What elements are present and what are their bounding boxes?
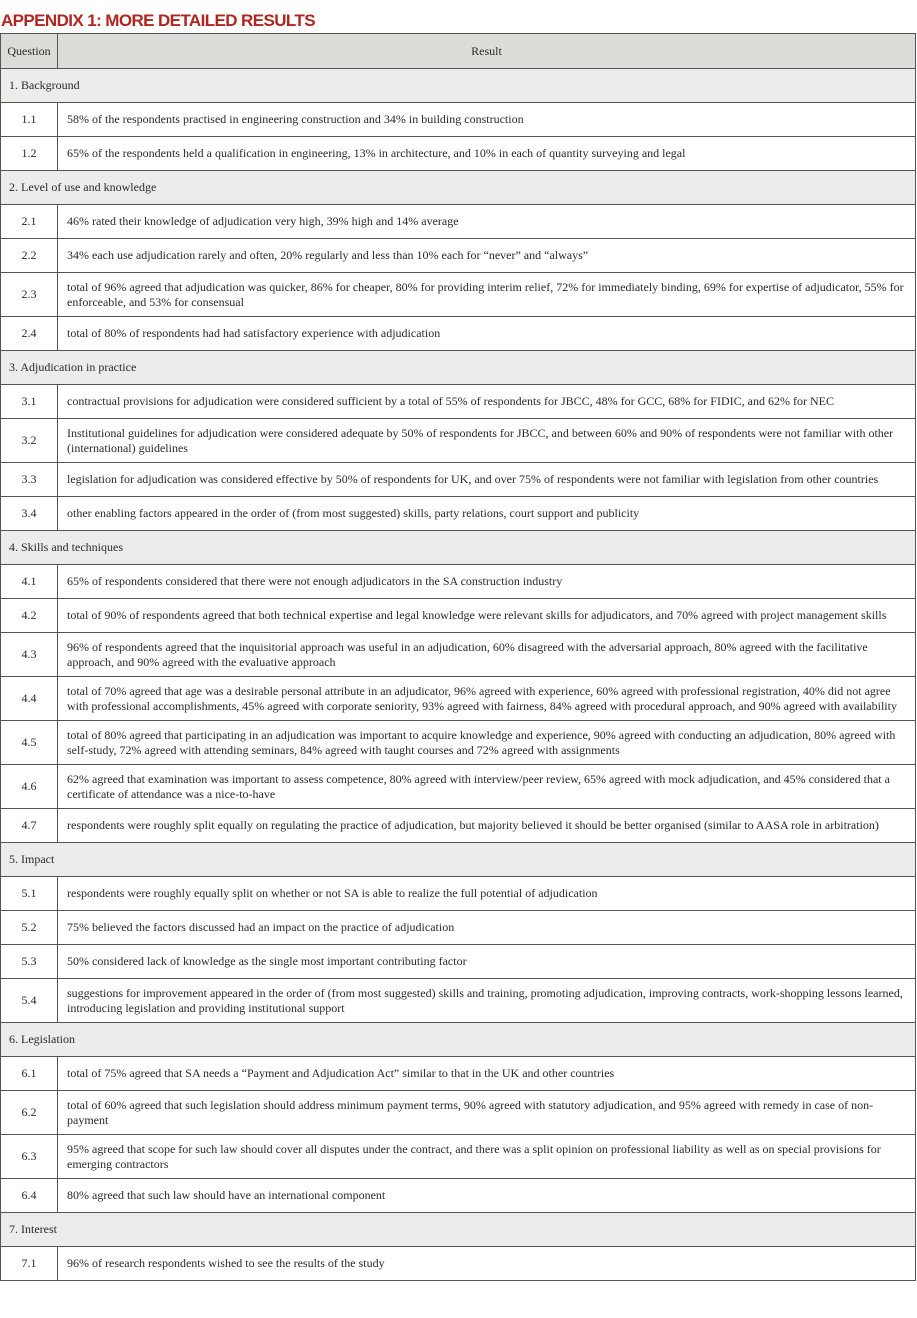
result-text: 96% of research respondents wished to see the results of the study	[58, 1247, 916, 1281]
question-number: 2.2	[1, 239, 58, 273]
results-table	[0, 33, 916, 1281]
question-number: 4.6	[1, 765, 58, 809]
question-number: 7.1	[1, 1247, 58, 1281]
table-row	[1, 103, 916, 137]
question-number: 2.4	[1, 317, 58, 351]
section-row	[1, 171, 916, 205]
result-text: 96% of respondents agreed that the inquisitorial approach was useful in an adjudication, 60% disagreed with the adversarial approach, 80% agreed with the facilitative approach, and 90% agreed with the evaluative approach	[58, 633, 916, 677]
question-number: 5.4	[1, 979, 58, 1023]
result-text: total of 60% agreed that such legislation should address minimum payment terms, 90% agreed with statutory adjudication, and 95% agreed with remedy in case of non-payment	[58, 1091, 916, 1135]
result-text: suggestions for improvement appeared in the order of (from most suggested) skills and training, promoting adjudication, improving contracts, work-shopping lessons learned, introducing legislation and providing institutional support	[58, 979, 916, 1023]
question-number: 3.4	[1, 497, 58, 531]
question-number: 4.3	[1, 633, 58, 677]
result-text: respondents were roughly equally split on whether or not SA is able to realize the full potential of adjudication	[58, 877, 916, 911]
result-text: contractual provisions for adjudication were considered sufficient by a total of 55% of respondents for JBCC, 48% for GCC, 68% for FIDIC, and 62% for NEC	[58, 385, 916, 419]
result-text: 65% of the respondents held a qualification in engineering, 13% in architecture, and 10% in each of quantity surveying and legal	[58, 137, 916, 171]
question-number: 4.1	[1, 565, 58, 599]
result-text: total of 75% agreed that SA needs a “Payment and Adjudication Act” similar to that in the UK and other countries	[58, 1057, 916, 1091]
table-row	[1, 385, 916, 419]
table-row	[1, 419, 916, 463]
result-text: respondents were roughly split equally on regulating the practice of adjudication, but majority believed it should be better organised (similar to AASA role in arbitration)	[58, 809, 916, 843]
table-body	[1, 69, 916, 1281]
table-row	[1, 273, 916, 317]
result-text: 50% considered lack of knowledge as the single most important contributing factor	[58, 945, 916, 979]
question-number: 3.2	[1, 419, 58, 463]
result-text: total of 70% agreed that age was a desirable personal attribute in an adjudicator, 96% agreed with experience, 60% agreed with professional registration, 40% did not agree with professional accomplishments, 45% agreed with corporate seniority, 93% agreed with fairness, 84% agreed with procedural approach, and 90% agreed with availability	[58, 677, 916, 721]
result-text: 46% rated their knowledge of adjudication very high, 39% high and 14% average	[58, 205, 916, 239]
question-number: 6.4	[1, 1179, 58, 1213]
section-row	[1, 1213, 916, 1247]
result-text: 80% agreed that such law should have an international component	[58, 1179, 916, 1213]
table-row	[1, 497, 916, 531]
section-row	[1, 69, 916, 103]
question-number: 6.1	[1, 1057, 58, 1091]
question-number: 2.3	[1, 273, 58, 317]
section-heading: 2. Level of use and knowledge	[1, 171, 916, 205]
result-text: total of 80% of respondents had had satisfactory experience with adjudication	[58, 317, 916, 351]
result-text: Institutional guidelines for adjudication were considered adequate by 50% of respondents for JBCC, and between 60% and 90% of respondents were not familiar with other (international) guidelines	[58, 419, 916, 463]
question-number: 5.1	[1, 877, 58, 911]
column-header-question: Question	[1, 34, 58, 69]
question-number: 6.2	[1, 1091, 58, 1135]
question-number: 5.3	[1, 945, 58, 979]
table-row	[1, 809, 916, 843]
question-number: 4.2	[1, 599, 58, 633]
result-text: 65% of respondents considered that there were not enough adjudicators in the SA construction industry	[58, 565, 916, 599]
table-row	[1, 1091, 916, 1135]
question-number: 3.3	[1, 463, 58, 497]
table-row	[1, 1179, 916, 1213]
result-text: 62% agreed that examination was important to assess competence, 80% agreed with interview/peer review, 65% agreed with mock adjudication, and 45% considered that a certificate of attendance was a nice-to-have	[58, 765, 916, 809]
table-row	[1, 877, 916, 911]
section-heading: 7. Interest	[1, 1213, 916, 1247]
result-text: legislation for adjudication was considered effective by 50% of respondents for UK, and over 75% of respondents were not familiar with legislation from other countries	[58, 463, 916, 497]
question-number: 4.4	[1, 677, 58, 721]
table-row	[1, 205, 916, 239]
result-text: 75% believed the factors discussed had an impact on the practice of adjudication	[58, 911, 916, 945]
section-row	[1, 843, 916, 877]
result-text: total of 96% agreed that adjudication was quicker, 86% for cheaper, 80% for providing interim relief, 72% for immediately binding, 69% for expertise of adjudicator, 55% for enforceable, and 53% for consensual	[58, 273, 916, 317]
table-row	[1, 945, 916, 979]
question-number: 6.3	[1, 1135, 58, 1179]
section-heading: 5. Impact	[1, 843, 916, 877]
table-header-row	[1, 34, 916, 69]
question-number: 4.5	[1, 721, 58, 765]
question-number: 1.1	[1, 103, 58, 137]
table-row	[1, 239, 916, 273]
table-row	[1, 317, 916, 351]
table-row	[1, 721, 916, 765]
question-number: 4.7	[1, 809, 58, 843]
section-row	[1, 1023, 916, 1057]
table-row	[1, 633, 916, 677]
appendix-title: APPENDIX 1: MORE DETAILED RESULTS	[1, 11, 315, 30]
section-row	[1, 531, 916, 565]
question-number: 3.1	[1, 385, 58, 419]
table-row	[1, 1057, 916, 1091]
section-heading: 1. Background	[1, 69, 916, 103]
result-text: 34% each use adjudication rarely and often, 20% regularly and less than 10% each for “never” and “always”	[58, 239, 916, 273]
question-number: 2.1	[1, 205, 58, 239]
section-heading: 6. Legislation	[1, 1023, 916, 1057]
result-text: 95% agreed that scope for such law should cover all disputes under the contract, and there was a split opinion on professional liability as well as on special provisions for emerging contractors	[58, 1135, 916, 1179]
table-row	[1, 765, 916, 809]
table-row	[1, 599, 916, 633]
table-row	[1, 1247, 916, 1281]
table-row	[1, 463, 916, 497]
result-text: total of 80% agreed that participating in an adjudication was important to acquire knowledge and experience, 90% agreed with conducting an adjudication, 80% agreed with self-study, 72% agreed with attending seminars, 84% agreed with taught courses and 72% agreed with assignments	[58, 721, 916, 765]
result-text: 58% of the respondents practised in engineering construction and 34% in building construction	[58, 103, 916, 137]
result-text: total of 90% of respondents agreed that both technical expertise and legal knowledge were relevant skills for adjudicators, and 70% agreed with project management skills	[58, 599, 916, 633]
table-row	[1, 979, 916, 1023]
column-header-result: Result	[58, 34, 916, 69]
result-text: other enabling factors appeared in the order of (from most suggested) skills, party relations, court support and publicity	[58, 497, 916, 531]
section-heading: 3. Adjudication in practice	[1, 351, 916, 385]
question-number: 5.2	[1, 911, 58, 945]
table-row	[1, 911, 916, 945]
table-row	[1, 137, 916, 171]
table-row	[1, 1135, 916, 1179]
table-row	[1, 565, 916, 599]
section-row	[1, 351, 916, 385]
table-row	[1, 677, 916, 721]
question-number: 1.2	[1, 137, 58, 171]
section-heading: 4. Skills and techniques	[1, 531, 916, 565]
